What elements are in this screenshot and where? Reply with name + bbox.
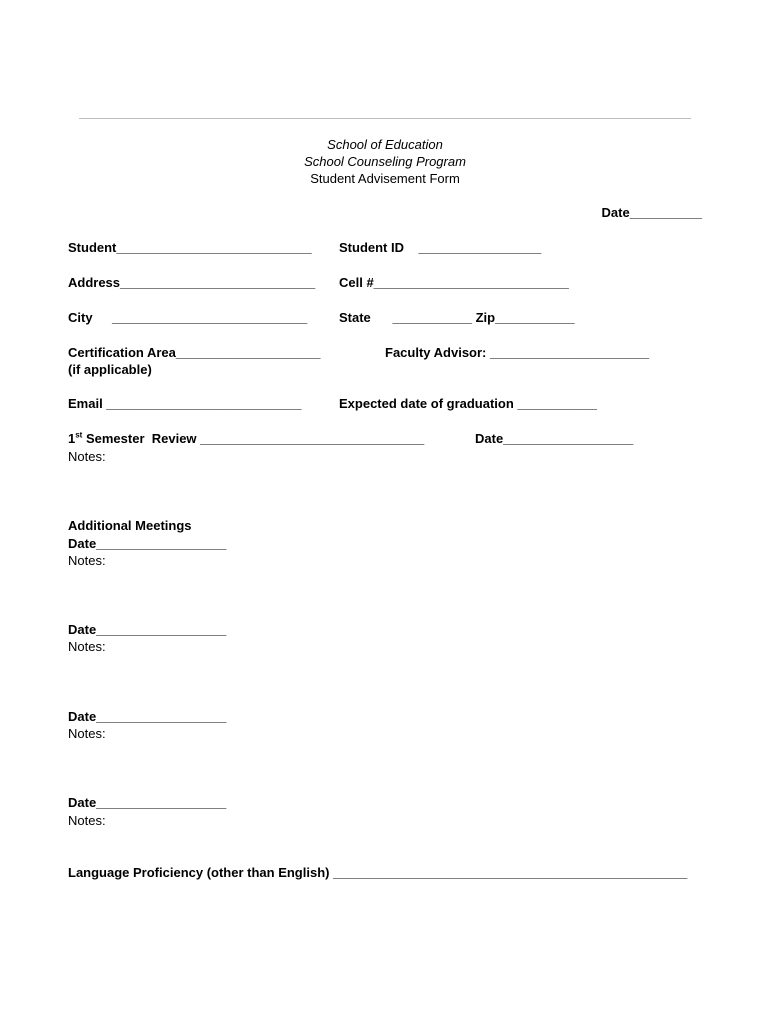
- state-zip-field[interactable]: State ___________ Zip___________: [339, 310, 575, 325]
- meeting-date-field[interactable]: Date__________________: [68, 795, 227, 810]
- notes-label: Notes:: [68, 813, 106, 828]
- email-field[interactable]: Email ___________________________: [68, 396, 302, 411]
- review-label: Semester Review _______________________________: [82, 431, 425, 446]
- review-ordinal: st: [75, 430, 83, 440]
- meeting-date-field[interactable]: Date__________________: [68, 709, 227, 724]
- top-date-field[interactable]: Date__________: [601, 205, 702, 220]
- meeting-date-field[interactable]: Date__________________: [68, 536, 227, 551]
- expected-graduation-field[interactable]: Expected date of graduation ___________: [339, 396, 597, 411]
- faculty-advisor-field[interactable]: Faculty Advisor: ______________________: [385, 345, 650, 360]
- notes-label: Notes:: [68, 639, 106, 654]
- student-id-field[interactable]: Student ID _________________: [339, 240, 542, 255]
- student-field[interactable]: Student___________________________: [68, 240, 312, 255]
- header-program: School Counseling Program: [304, 154, 466, 169]
- header-divider: [79, 118, 691, 119]
- cell-field[interactable]: Cell #___________________________: [339, 275, 569, 290]
- language-proficiency-field[interactable]: Language Proficiency (other than English) _________________________________________________: [68, 865, 688, 880]
- certification-note: (if applicable): [68, 362, 152, 377]
- city-label: City: [68, 310, 93, 325]
- review-number: 1: [68, 431, 76, 446]
- notes-label: Notes:: [68, 726, 106, 741]
- notes-label: Notes:: [68, 553, 106, 568]
- semester-review-date-field[interactable]: Date__________________: [475, 431, 634, 446]
- notes-label: Notes:: [68, 449, 106, 464]
- header-school: School of Education: [327, 137, 443, 152]
- additional-meetings-heading: Additional Meetings: [68, 518, 192, 533]
- city-field[interactable]: ___________________________: [112, 310, 308, 325]
- certification-area-field[interactable]: Certification Area____________________: [68, 345, 321, 360]
- address-field[interactable]: Address___________________________: [68, 275, 316, 290]
- semester-review-field[interactable]: [68, 430, 424, 447]
- meeting-date-field[interactable]: Date__________________: [68, 622, 227, 637]
- header-form-title: Student Advisement Form: [310, 171, 460, 186]
